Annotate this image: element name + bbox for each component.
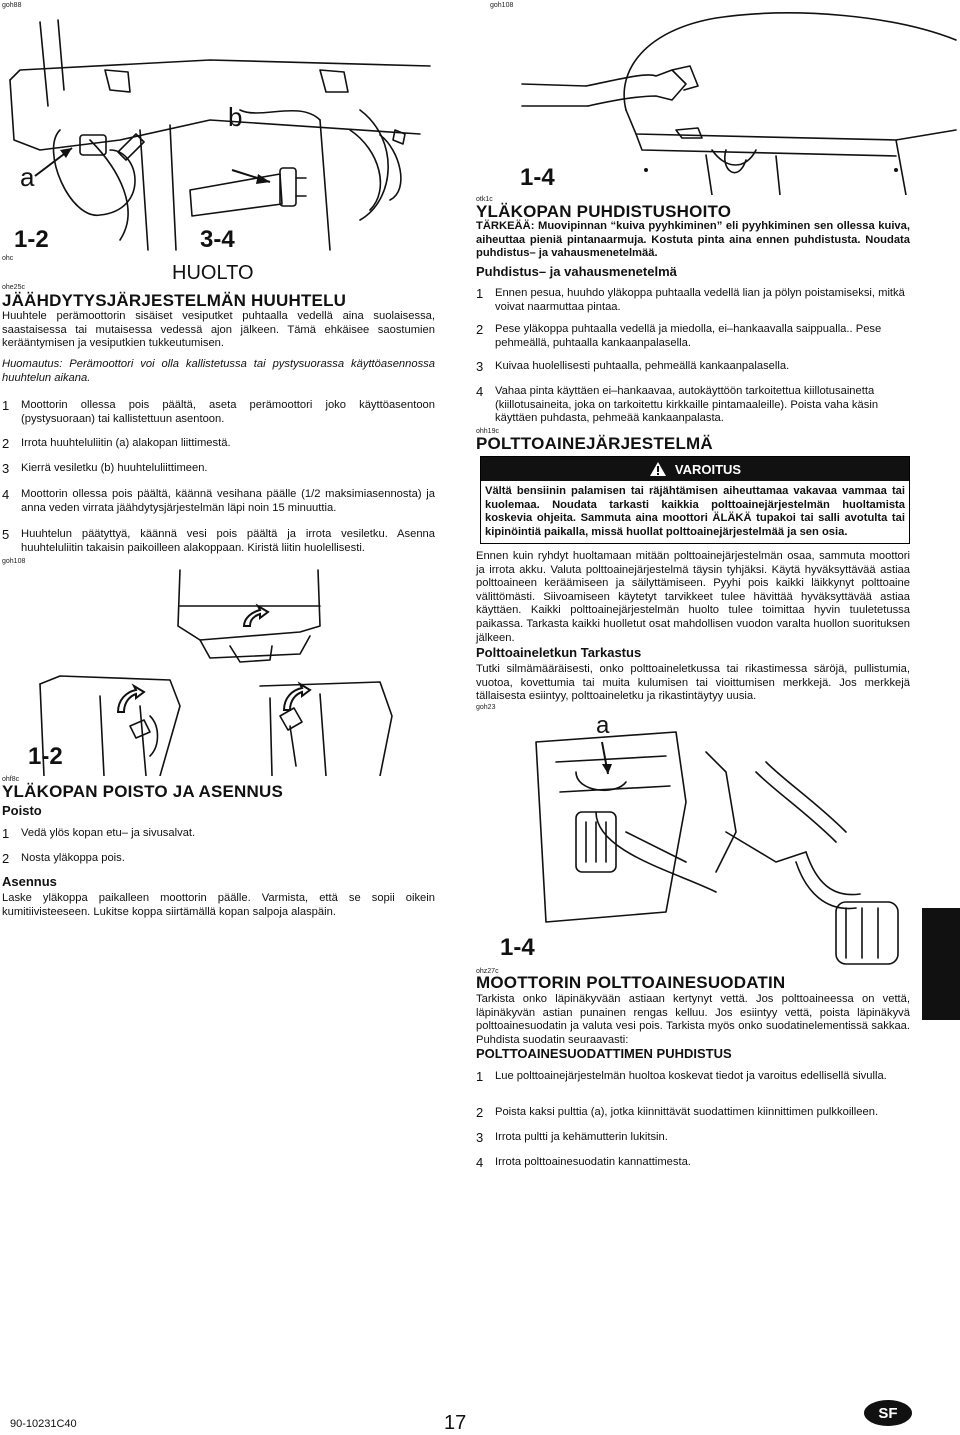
callout-b: b [228, 102, 243, 132]
step-text: Kuivaa huolellisesti puhtaalla, pehmeällä kankaanpalasella. [495, 360, 790, 372]
step-number: 1 [2, 826, 10, 841]
document-number: 90-10231C40 [10, 1418, 77, 1430]
step-number: 1 [476, 1069, 484, 1084]
step-text: Moottorin ollessa pois päältä, käännä vesihana päälle (1/2 maksimiasennosta) ja anna veden virrata jäähdytysjärjestelmän läpi noin 15 minuuttia. [21, 488, 435, 514]
step-number: 4 [2, 487, 10, 502]
page-section-title: HUOLTO [172, 262, 254, 284]
subheading-filter-cleaning: POLTTOAINESUODATTIMEN PUHDISTUS [476, 1046, 732, 1061]
section-code: ohh19c [476, 428, 499, 435]
list-item [476, 359, 910, 375]
step-number: 3 [2, 461, 10, 476]
page-number: 17 [444, 1412, 467, 1434]
list-item [476, 286, 910, 316]
step-text: Irrota huuhteluliitin (a) alakopan liittimestä. [21, 437, 231, 449]
section-heading: YLÄKOPAN POISTO JA ASENNUS [2, 782, 284, 801]
section-code: ohz27c [476, 968, 499, 975]
warning-triangle-icon [649, 461, 667, 477]
step-text: Vedä ylös kopan etu– ja sivusalvat. [21, 827, 196, 839]
list-item [2, 527, 435, 557]
intro-paragraph: Huuhtele perämoottorin sisäiset vesiputket puhtaalla vedellä aina suolaisessa, saastaisessa tai mutaisessa vedessä ajon jälkeen. Tämä ehkäisee saostumien kerääntymisen ja vesiputkien tukkeutumisen. [2, 310, 435, 350]
section-code: ohf8c [2, 776, 20, 783]
subheading-removal: Poisto [2, 803, 42, 818]
list-item [2, 826, 435, 842]
step-text: Huuhtelun päätyttyä, käännä vesi pois päältä ja irrota vesiletku. Asenna huuhteluliitin takaisin paikoilleen alakoppaan. Kiristä liitin huolellisesti. [21, 528, 435, 554]
warning-box [480, 456, 910, 544]
section-code: ohc [2, 255, 14, 262]
step-text: Irrota pultti ja kehämutterin lukitsin. [495, 1131, 668, 1143]
step-text: Ennen pesua, huuhdo yläkoppa puhtaalla vedellä lian ja pölyn poistamiseksi, mitkä voivat naarmuttaa pintaa. [495, 287, 905, 313]
list-item [476, 322, 910, 352]
step-text: Poista kaksi pulttia (a), jotka kiinnittävät suodattimen kiinnittimen pulkkoilleen. [495, 1106, 879, 1118]
step-text: Kierrä vesiletku (b) huuhteluliittimeen. [21, 462, 208, 474]
section-heading: MOOTTORIN POLTTOAINESUODATIN [476, 973, 786, 992]
cowl-latch-illustration [0, 566, 440, 776]
chapter-tab [922, 908, 960, 1020]
step-text: Nosta yläkoppa pois. [21, 852, 125, 864]
fuel-filter-illustration [476, 712, 926, 968]
step-text: Moottorin ollessa pois päältä, aseta perämoottori joko käyttöasentoon (pystysuoraan) tai kallistettuun asentoon. [21, 399, 435, 425]
list-item [2, 487, 435, 517]
step-number: 2 [2, 851, 10, 866]
callout-a: a [20, 162, 35, 192]
step-number: 1 [2, 398, 10, 413]
callout-a: a [596, 712, 610, 739]
list-item [2, 436, 435, 452]
step-text: Pese yläkoppa puhtaalla vedellä ja miedolla, ei–hankaavalla saippualla.. Pese pehmeällä, puhtaalla kankaanpalasella. [495, 323, 882, 349]
list-item [476, 1105, 910, 1121]
note-paragraph: Huomautus: Perämoottori voi olla kallistetussa tai pystysuorassa käyttöasennossa huuhtelun aikana. [2, 358, 435, 384]
figure-code: goh108 [2, 558, 26, 565]
figure-code: goh23 [476, 704, 496, 711]
figure-code: goh88 [2, 2, 22, 9]
step-number: 2 [476, 1105, 484, 1120]
cowl-removal-figure [0, 566, 440, 776]
important-notice: TÄRKEÄÄ: Muovipinnan “kuiva pyyhkiminen” eli pyyhkiminen sen ollessa kuiva, aiheuttaa pieniä pintanaarmuja. Kostuta pinta aina ennen puhdistusta. Noudata puhdistus– ja vahausmenetelmää. [476, 220, 910, 260]
step-number: 3 [476, 1130, 484, 1145]
warning-header [481, 457, 909, 481]
list-item [476, 1130, 910, 1146]
figure-code: goh108 [490, 2, 514, 9]
step-number: 4 [476, 384, 484, 399]
hose-inspection-paragraph: Tutki silmämääräisesti, onko polttoaineletkussa tai rikastimessa säröjä, pullistumia, vuotoa, kovettumia tai muita kulumisen tai vioittumisen merkkejä. Jos merkkejä tällaisesta esiintyy, polttoaineletku ja rikastintäytyy uusia. [476, 663, 910, 703]
step-number: 2 [2, 436, 10, 451]
step-number: 4 [476, 1155, 484, 1170]
list-item [2, 398, 435, 428]
figure-number: 1-2 [14, 226, 49, 253]
fuel-system-paragraph: Ennen kuin ryhdyt huoltamaan mitään polttoainejärjestelmän osaa, sammuta moottori ja irrota akku. Valuta polttoainejärjestelmä täysin tyhjäksi. Käytä hyväksyttävää astiaa polttoaineen keräämiseen ja säilyttämiseen. Pyyhi pois kaikki läikkynyt polttoaine välittömästi. Siivoamiseen käytetyt tarvikkeet tulee hävittää hyväksyttävää astiaa käyttäen. Kaikki polttoainejärjestelmän huolto tulee toimittaa hyvin tuuletetussa paikassa. Tarkasta kaikki huolletut osat mahdollisen vuodon varalta huollon suorituksen jälkeen. [476, 550, 910, 644]
list-item [476, 1069, 910, 1099]
section-code: ohe25c [2, 284, 25, 291]
step-number: 3 [476, 359, 484, 374]
installation-paragraph: Laske yläkoppa paikalleen moottorin päälle. Varmista, että se sopii oikein kumitiivisteeseen. Lukitse koppa siirtämällä kopan salpoja alaspäin. [2, 892, 435, 918]
step-text: Irrota polttoainesuodatin kannattimesta. [495, 1156, 691, 1168]
section-heading: YLÄKOPAN PUHDISTUSHOITO [476, 202, 732, 221]
fuel-filter-figure [476, 712, 926, 968]
step-number: 5 [2, 527, 10, 542]
language-badge: SF [864, 1400, 912, 1426]
step-number: 1 [476, 286, 484, 301]
list-item [476, 384, 910, 428]
step-number: 2 [476, 322, 484, 337]
subheading-procedure: Puhdistus– ja vahausmenetelmä [476, 264, 677, 279]
section-code: otk1c [476, 196, 493, 203]
outboard-flush-illustration [0, 10, 440, 255]
step-text: Vahaa pinta käyttäen ei–hankaavaa, autokäyttöön tarkoitettua kiillotusainetta (kiillotusaineita, joka on tarkoitettu kirkkaille pintamaaleille). Poista vaha käsin käyttäen puhdasta, pehmeää kankaanpalasta. [495, 385, 879, 425]
figure-number: 1-4 [500, 934, 535, 961]
step-text: Lue polttoainejärjestelmän huoltoa koskevat tiedot ja varoitus edellisellä sivulla. [495, 1070, 887, 1082]
subheading-hose-inspection: Polttoaineletkun Tarkastus [476, 645, 642, 660]
filter-paragraph: Tarkista onko läpinäkyvään astiaan kertynyt vettä. Jos polttoaineessa on vettä, läpinäkyvän astian punainen rengas kelluu. Jos esiintyy vettä, poista läpinäkyvä polttoainesuodatin ja valuta vesi pois. Tarkista myös onko suodatinelementissä sakkaa. Puhdista suodatin seuraavasti: [476, 993, 910, 1046]
list-item [2, 851, 435, 867]
warning-text: Vältä bensiinin palamisen tai räjähtämisen aiheuttamaa vakavaa vammaa tai kuolemaa. Noudata tarkasti kaikkia polttoainejärjestelmän huoltamista koskevia ohjeita. Sammuta aina moottori ÄLÄKÄ tupakoi tai salli avotulta tai kipinöintiä paikalla, missä huollat polttoainejärjestelmää ja sen osia. [485, 485, 905, 538]
section-heading: JÄÄHDYTYSJÄRJESTELMÄN HUUHTELU [2, 291, 347, 310]
subheading-installation: Asennus [2, 874, 57, 889]
flush-figure [0, 10, 440, 255]
section-heading: POLTTOAINEJÄRJESTELMÄ [476, 434, 713, 453]
figure-number: 3-4 [200, 226, 235, 253]
warning-title: VAROITUS [674, 461, 742, 477]
list-item [476, 1155, 910, 1171]
cowl-cleaning-figure [476, 10, 960, 195]
list-item [2, 461, 435, 477]
figure-number: 1-4 [520, 164, 555, 191]
figure-number: 1-2 [28, 743, 63, 770]
